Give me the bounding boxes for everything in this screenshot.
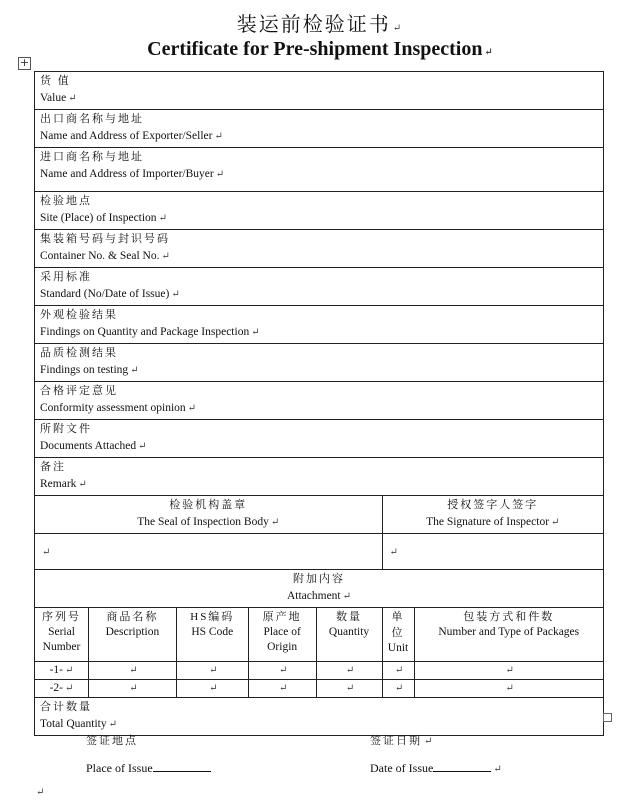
col-description: 商品名称 Description (88, 608, 176, 662)
field-cell[interactable] (35, 192, 604, 230)
trailing-paragraph-mark: ↵ (36, 787, 45, 798)
field-cell[interactable] (35, 344, 604, 382)
col-unit: 单位 Unit (382, 608, 414, 662)
certificate-table (34, 71, 604, 736)
place-of-issue-cn: 签证地点 (86, 735, 138, 747)
data-cell[interactable]: ↵ (88, 662, 176, 680)
col-place-of-origin: 原产地 Place of Origin (248, 608, 316, 662)
field-row (35, 230, 604, 268)
field-row (35, 382, 604, 420)
field-label-cn: 合格评定意见 (40, 385, 118, 397)
field-label-en: Conformity assessment opinion ↵ (40, 402, 197, 414)
field-label-en: Name and Address of Exporter/Seller ↵ (40, 130, 223, 142)
field-label-en: Site (Place) of Inspection ↵ (40, 212, 167, 224)
data-cell[interactable]: ↵ (248, 680, 316, 698)
field-label-en: Remark ↵ (40, 478, 87, 490)
attachment-column-headers (35, 608, 604, 662)
field-label-cn: 检验地点 (40, 195, 92, 207)
field-cell[interactable] (35, 382, 604, 420)
title-english: Certificate for Pre-shipment Inspection ↵ (147, 38, 493, 60)
field-row (35, 420, 604, 458)
field-label-en: Value ↵ (40, 92, 77, 104)
field-row (35, 110, 604, 148)
place-of-issue-blank[interactable] (153, 760, 211, 772)
serial-cell: -2- ↵ (35, 680, 89, 698)
field-row (35, 458, 604, 496)
field-cell[interactable] (35, 458, 604, 496)
field-label-en: Container No. & Seal No. ↵ (40, 250, 170, 262)
field-label-cn: 备注 (40, 461, 66, 473)
place-of-issue: Place of Issue (86, 760, 211, 776)
total-quantity-row (35, 698, 604, 736)
col-serial-number: 序列号 Serial Number (35, 608, 89, 662)
field-label-cn: 品质检测结果 (40, 347, 118, 359)
date-of-issue: Date of Issue ↵ (370, 761, 502, 775)
field-label-en: Standard (No/Date of Issue) ↵ (40, 288, 180, 300)
field-cell[interactable] (35, 230, 604, 268)
data-cell[interactable]: ↵ (414, 662, 604, 680)
data-cell[interactable]: ↵ (382, 680, 414, 698)
data-cell[interactable]: ↵ (316, 662, 382, 680)
field-cell[interactable] (35, 420, 604, 458)
field-cell[interactable] (35, 72, 604, 110)
attachment-header-row (35, 570, 604, 608)
field-row (35, 72, 604, 110)
field-cell[interactable] (35, 110, 604, 148)
field-label-cn: 集装箱号码与封识号码 (40, 233, 170, 245)
field-cell[interactable] (35, 148, 604, 192)
data-cell[interactable]: ↵ (176, 680, 248, 698)
field-row (35, 344, 604, 382)
field-label-cn: 外观检验结果 (40, 309, 118, 321)
field-label-en: Findings on testing ↵ (40, 364, 139, 376)
seal-signature-header-row (35, 496, 604, 534)
field-label-cn: 出口商名称与地址 (40, 113, 144, 125)
total-quantity-cell[interactable]: 合计数量 Total Quantity ↵ (35, 698, 604, 736)
table-row (35, 680, 604, 698)
table-move-handle-icon[interactable]: + (19, 56, 30, 69)
signature-header: 授权签字人签字 The Signature of Inspector ↵ (382, 496, 603, 534)
field-row (35, 148, 604, 192)
seal-header: 检验机构盖章 The Seal of Inspection Body ↵ (35, 496, 383, 534)
field-label-cn: 所附文件 (40, 423, 92, 435)
field-label-en: Name and Address of Importer/Buyer ↵ (40, 168, 225, 180)
field-label-cn: 货 值 (40, 75, 71, 87)
field-label-cn: 采用标准 (40, 271, 92, 283)
seal-cell[interactable]: ↵ (35, 534, 383, 570)
field-label-cn: 进口商名称与地址 (40, 151, 144, 163)
field-row (35, 192, 604, 230)
data-cell[interactable]: ↵ (414, 680, 604, 698)
field-cell[interactable] (35, 268, 604, 306)
data-cell[interactable]: ↵ (88, 680, 176, 698)
field-label-en: Findings on Quantity and Package Inspection ↵ (40, 326, 260, 338)
data-cell[interactable]: ↵ (316, 680, 382, 698)
serial-cell: -1- ↵ (35, 662, 89, 680)
col-quantity: 数量 Quantity (316, 608, 382, 662)
col-hs-code: HS编码 HS Code (176, 608, 248, 662)
field-label-en: Documents Attached ↵ (40, 440, 147, 452)
seal-signature-row (35, 534, 604, 570)
signature-cell[interactable]: ↵ (382, 534, 603, 570)
table-resize-handle[interactable] (603, 713, 612, 722)
attachment-header: 附加内容 Attachment ↵ (35, 570, 604, 608)
col-packages: 包装方式和件数 Number and Type of Packages (414, 608, 604, 662)
data-cell[interactable]: ↵ (248, 662, 316, 680)
field-row (35, 306, 604, 344)
data-cell[interactable]: ↵ (382, 662, 414, 680)
date-of-issue-blank[interactable] (433, 760, 491, 772)
title-chinese: 装运前检验证书 ↵ (236, 14, 404, 36)
field-row (35, 268, 604, 306)
data-cell[interactable]: ↵ (176, 662, 248, 680)
field-cell[interactable] (35, 306, 604, 344)
date-of-issue-cn: 签证日期 ↵ (370, 735, 433, 747)
table-row (35, 662, 604, 680)
